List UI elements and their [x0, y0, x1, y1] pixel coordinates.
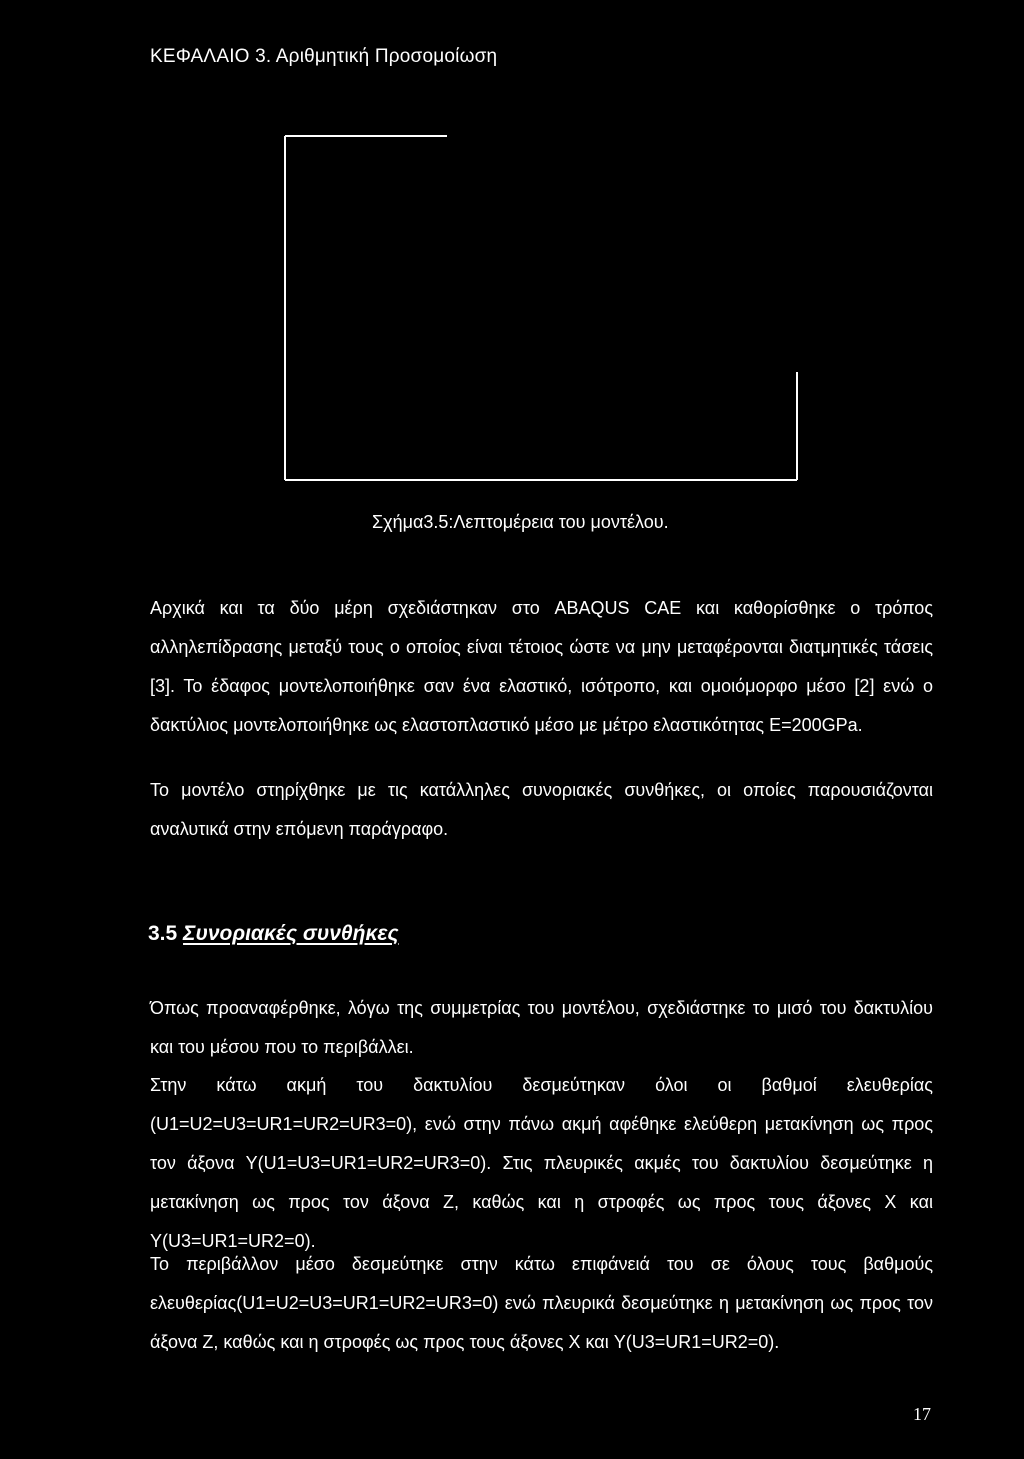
- running-header: ΚΕΦΑΛΑΙΟ 3. Αριθμητική Προσομοίωση: [150, 46, 498, 67]
- figure-frame-lines: [283, 134, 799, 482]
- paragraph-ring-constraints: Στην κάτω ακμή του δακτυλίου δεσμεύτηκαν όλοι οι βαθμοί ελευθερίας (U1=U2=U3=UR1=UR2=UR3=0), ενώ στην πάνω ακμή αφέθηκε ελεύθερη μετακίνηση ως προς τον άξονα Y(U1=U3=UR1=UR2=UR3=0). Στις πλευρικές ακμές του δακτυλίου δεσμεύτηκε η μετακίνηση ως προς τον άξονα Z, καθώς και η στροφές ως προς τους άξονες X και Y(U3=UR1=UR2=0).: [150, 1075, 933, 1251]
- section-title-text: Συνοριακές συνθήκες: [183, 922, 399, 945]
- section-heading: [148, 922, 399, 946]
- section-number: 3.5: [148, 922, 178, 945]
- figure-caption: Σχήμα3.5:Λεπτομέρεια του μοντέλου.: [372, 512, 669, 532]
- page-number: 17: [913, 1404, 931, 1424]
- paragraph-symmetry: Όπως προαναφέρθηκε, λόγω της συμμετρίας του μοντέλου, σχεδιάστηκε το μισό του δακτυλίου και του μέσου που το περιβάλλει.: [150, 998, 933, 1057]
- paragraph-modeling: Αρχικά και τα δύο μέρη σχεδιάστηκαν στο ABAQUS CAE και καθορίσθηκε ο τρόπος αλληλεπίδρασης μεταξύ τους ο οποίος είναι τέτοιος ώστε να μην μεταφέρονται διατμητικές τάσεις [3]. Το έδαφος μοντελοποιήθηκε σαν ένα ελαστικό, ισότροπο, και ομοιόμορφο μέσο [2] ενώ ο δακτύλιος μοντελοποιήθηκε ως ελαστοπλαστικό μέσο με μέτρο ελαστικότητας E=200GPa.: [150, 598, 933, 735]
- model-detail-figure: [283, 134, 799, 482]
- paragraph-support: Το μοντέλο στηρίχθηκε με τις κατάλληλες συνοριακές συνθήκες, οι οποίες παρουσιάζονται αναλυτικά στην επόμενη παράγραφο.: [150, 780, 933, 839]
- paragraph-medium-constraints: Το περιβάλλον μέσο δεσμεύτηκε στην κάτω επιφάνειά του σε όλους τους βαθμούς ελευθερίας(U1=U2=U3=UR1=UR2=UR3=0) ενώ πλευρικά δεσμεύτηκε η μετακίνηση ως προς τον άξονα Z, καθώς και η στροφές ως προς τους άξονες X και Y(U3=UR1=UR2=0).: [150, 1254, 933, 1352]
